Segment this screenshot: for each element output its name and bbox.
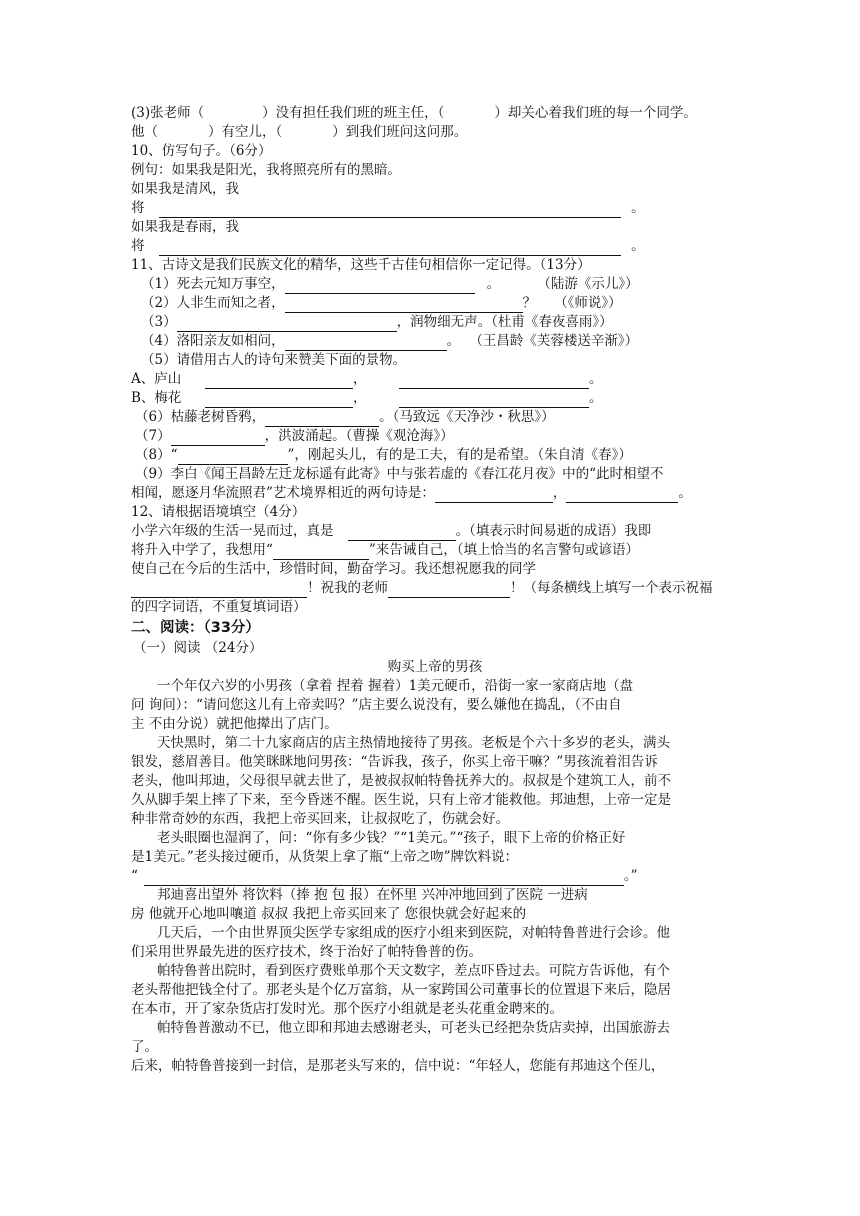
answer-line[interactable] [399,373,589,389]
section-heading: 二、阅读：（33分） [131,620,260,636]
exam-page [131,104,739,1076]
text: (3)张老师（ [131,105,205,121]
text: ，洪波涌起。（曹操《观沧海》） [264,428,454,444]
story-line: 久从脚手架上摔了下来，至今昏迷不醒。医生说，只有上帝才能救他。邦迪想，上帝一定是 [131,792,671,808]
text: 。（马致远《天净沙・秋思》） [379,409,555,425]
answer-line[interactable] [285,297,523,313]
text: 相闻，愿逐月华流照君”艺术境界相近的两句诗是： [131,485,435,501]
text: 。 [486,276,501,292]
story-line: 银发，慈眉善目。他笑眯眯地问男孩：“告诉我，孩子，你买上帝干嘛？”男孩流着泪告诉 [131,754,658,770]
q10-title: 10、仿写句子。（6分） [131,143,272,159]
answer-line[interactable] [388,582,510,598]
answer-line[interactable] [273,544,369,560]
q11-item5: （5）请借用古人的诗句来赞美下面的景物。 [141,352,407,368]
q9-3-line2 [131,123,739,142]
text: 。 [631,200,645,216]
text: ）没有担任我们班的班主任，（ [262,105,445,121]
text: ）却关心着我们班的每一个同学。 [494,105,697,121]
q11-item6 [131,408,739,427]
story-line: 后来，帕特鲁普接到一封信，是那老头写来的，信中说：“年轻人，您能有邦迪这个侄儿， [131,1058,665,1074]
story-line: 问 询问）：“请问您这儿有上帝卖吗？”店主要么说没有，要么嫌他在捣乱，（不由自 [131,697,622,713]
answer-line[interactable] [265,411,379,427]
q11-item3 [131,313,739,332]
text: （2）人非生而知之者， [141,295,285,311]
q11-item4 [131,332,739,351]
story-line: 种非常奇妙的东西，我把上帝买回来，让叔叔吃了，伤就会好。 [131,811,509,827]
text: ！（每条横线上填写一个表示祝福 [510,580,713,596]
story-line: 帕特鲁普出院时，看到医疗费账单那个天文数字，差点吓昏过去。可院方告诉他，有个 [157,963,670,979]
label: B、梅花 [131,390,182,406]
text: （3） [141,314,177,330]
paren-blank[interactable] [444,108,494,123]
story-line: 老头，他叫邦迪，父母很早就去世了，是被叔叔帕特鲁抚养大的。叔叔是个建筑工人，前不 [131,773,671,789]
story-punctuation-line: 邦迪喜出望外 将饮料（捧 抱 包 报）在怀里 兴冲冲地回到了医院 一进病 [157,887,588,903]
text: 。 [589,390,603,406]
answer-line[interactable] [285,335,447,351]
story-line: 几天后，一个由世界顶尖医学专家组成的医疗小组来到医院，对帕特鲁普进行会诊。他 [157,925,670,941]
paren-blank[interactable] [204,108,262,123]
story-line: 在本市，开了家杂货店打发时光。那个医疗小组就是老头花重金聘来的。 [131,1001,563,1017]
q10-answer1 [131,199,739,218]
answer-line[interactable] [144,870,624,886]
answer-line[interactable] [131,582,307,598]
text: ，润物细无声。（杜甫《春夜喜雨》） [396,314,613,330]
q12-line5: 的四字词语，不重复填词语） [131,599,307,615]
q11-item2 [131,294,739,313]
q11-item8 [131,446,739,465]
q11-b-meihua [131,389,739,408]
text: ）有空儿，（ [208,124,283,140]
q11-item9-line2 [131,484,739,503]
text: ）到我们班问这问那。 [332,124,468,140]
story-line: 老头眼圈也湿润了，问：“你有多少钱？”“1美元。”“孩子，眼下上帝的价格正好 [157,830,626,846]
story-title: 购买上帝的男孩 [387,659,483,675]
text: 。 [589,371,603,387]
text: （6）枯藤老树昏鸦， [135,409,266,425]
paren-blank[interactable] [158,127,208,142]
story-punctuation-line: 房 他就开心地叫嚷道 叔叔 我把上帝买回来了 您很快就会好起来的 [131,906,527,922]
subsection-heading: （一）阅读 （24分） [133,640,263,656]
text: 。 [446,333,461,349]
q10-line1: 如果我是清风，我 [131,181,239,197]
text: （4）洛阳亲友如相问， [141,333,285,349]
answer-line[interactable] [159,202,621,218]
answer-line[interactable] [205,373,353,389]
q11-item1 [131,275,739,294]
story-line: 主 不由分说）就把他撵出了店门。 [131,716,338,732]
answer-line[interactable] [159,240,621,256]
q12-line2 [131,541,739,560]
text: ， [353,371,367,387]
q11-item9-line1: （9）李白《闻王昌龄左迁龙标遥有此寄》中与张若虚的《春江花月夜》中的“此时相望不 [135,466,664,482]
text: 。（填表示时间易逝的成语）我即 [455,523,652,539]
source: （王昌龄《芙蓉楼送辛渐》） [476,333,639,349]
story-line: 一个年仅六岁的小男孩（拿着 捏着 握着）1美元硬币，沿街一家一家商店地（盘 [157,678,634,694]
text: 。 [631,238,645,254]
story-line: 天快黑时，第二十九家商店的店主热情地接待了男孩。老板是个六十多岁的老头，满头 [157,735,670,751]
answer-line[interactable] [566,487,678,503]
text: ”来告诫自己，（填上恰当的名言警句或谚语） [368,542,640,558]
story-line: 是1美元。”老头接过硬币，从货架上拿了瓶“上帝之吻”牌饮料说： [131,849,519,865]
answer-line[interactable] [435,487,553,503]
text: （7） [135,428,171,444]
answer-line[interactable] [205,392,353,408]
text: （8）“ [135,447,178,463]
q12-line3: 使自己在今后的生活中，珍惜时间，勤奋学习。我还想祝愿我的同学 [131,561,536,577]
text: “ [131,868,138,884]
q11-a-lushan [131,370,739,389]
text: 。 [678,485,692,501]
text: ”，刚起头儿，有的是工夫，有的是希望。（朱自清《春》） [287,447,632,463]
text: 他（ [131,124,158,140]
q11-item7 [131,427,739,446]
text: 将 [131,200,145,216]
text: （1）死去元知万事空， [141,276,285,292]
text: ， [353,390,367,406]
source: （陆游《示儿》） [544,276,639,292]
text: 小学六年级的生活一晃而过，真是 [131,523,334,539]
answer-line[interactable] [177,316,397,332]
story-line: 帕特鲁普激动不已，他立即和邦迪去感谢老头，可老头已经把杂货店卖掉，出国旅游去 [157,1020,670,1036]
text: 。” [623,868,638,884]
q12-title: 12、请根据语境填空（4分） [131,504,306,520]
answer-line[interactable] [178,449,288,465]
story-fill-line [131,867,739,886]
q10-example: 例句：如果我是阳光，我将照亮所有的黑暗。 [131,162,401,178]
q12-line1 [131,522,739,541]
q9-3-line1 [131,104,739,123]
text: 将 [131,238,145,254]
q10-line2: 如果我是春雨，我 [131,219,239,235]
story-line: 了。 [131,1039,158,1055]
q11-title: 11、古诗文是我们民族文化的精华，这些千古佳句相信你一定记得。（13分） [131,257,591,273]
text: ！祝我的老师 [307,580,388,596]
text: ， [552,485,567,501]
story-line: 们采用世界最先进的医疗技术，终于治好了帕特鲁普的伤。 [131,944,482,960]
source: （《师说》） [554,295,622,311]
text: 将升入中学了，我想用“ [131,542,273,558]
answer-line[interactable] [171,430,265,446]
text: ？ [522,295,537,311]
label: A、庐山 [131,371,182,387]
q10-answer2 [131,237,739,256]
paren-blank[interactable] [282,127,332,142]
story-line: 老头帮他把钱全付了。那老头是个亿万富翁，从一家跨国公司董事长的位置退下来后，隐居 [131,982,671,998]
answer-line[interactable] [285,278,475,294]
answer-line[interactable] [348,525,456,541]
answer-line[interactable] [399,392,589,408]
q12-line4 [131,579,739,598]
